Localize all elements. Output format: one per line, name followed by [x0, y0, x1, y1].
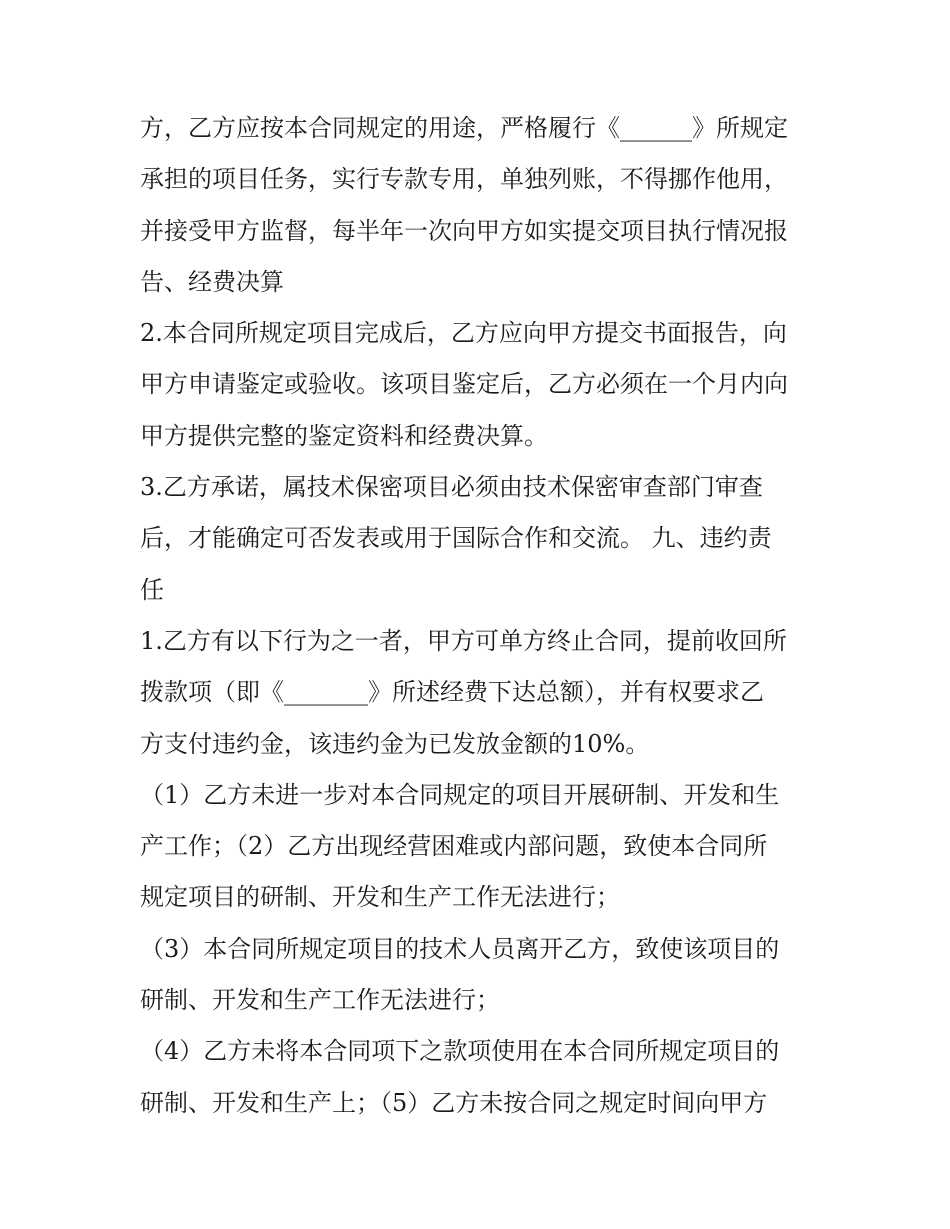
text-line: 承担的项目任务，实行专款专用，单独列账，不得挪作他用， [140, 165, 788, 194]
text-line: 2.本合同所规定项目完成后，乙方应向甲方提交书面报告，向 [140, 319, 787, 348]
text-line: 拨款项（即《_______》所述经费下达总额），并有权要求乙 [140, 678, 764, 707]
text-line: 并接受甲方监督，每半年一次向甲方如实提交项目执行情况报 [140, 216, 788, 245]
text-line: （4）乙方未将本合同项下之款项使用在本合同所规定项目的 [140, 1037, 780, 1066]
document-page [140, 103, 830, 1129]
text-line: 规定项目的研制、开发和生产工作无法进行； [140, 883, 620, 912]
text-line: （3）本合同所规定项目的技术人员离开乙方，致使该项目的 [140, 934, 780, 963]
text-line: 任 [140, 575, 164, 604]
text-line: 1.乙方有以下行为之一者，甲方可单方终止合同，提前收回所 [140, 626, 787, 655]
text-line: 方支付违约金，该违约金为已发放金额的10%。 [140, 729, 650, 758]
text-line: 产工作；（2）乙方出现经营困难或内部问题，致使本合同所 [140, 832, 768, 861]
text-line: 告、经费决算 [140, 267, 284, 296]
text-line: 研制、开发和生产工作无法进行； [140, 986, 500, 1015]
text-line: 甲方申请鉴定或验收。该项目鉴定后，乙方必须在一个月内向 [140, 370, 788, 399]
text-line: 3.乙方承诺，属技术保密项目必须由技术保密审查部门审查 [140, 473, 763, 502]
text-line: 后，才能确定可否发表或用于国际合作和交流。 九、违约责 [140, 524, 772, 553]
text-line: 研制、开发和生产上；（5）乙方未按合同之规定时间向甲方 [140, 1088, 768, 1117]
text-line: （1）乙方未进一步对本合同规定的项目开展研制、开发和生 [140, 780, 780, 809]
text-line: 方，乙方应按本合同规定的用途，严格履行《______》所规定 [140, 114, 788, 142]
text-line: 甲方提供完整的鉴定资料和经费决算。 [140, 421, 548, 450]
